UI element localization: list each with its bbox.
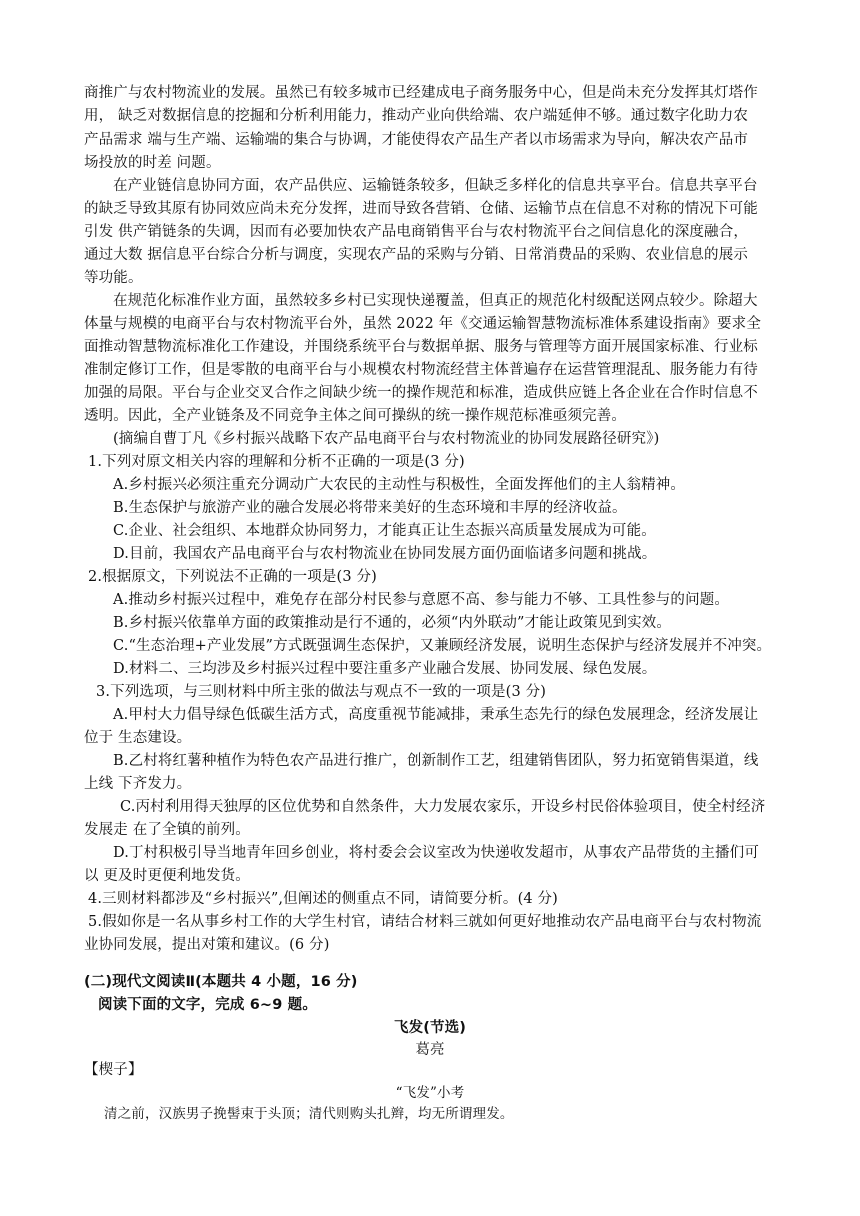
question-1-stem: 1.下列对原文相关内容的理解和分析不正确的一项是(3 分)	[88, 454, 465, 470]
question-3-option-a-line-2: 位于 生态建设。	[84, 730, 192, 746]
question-3-option-a-line-1: A.甲村大力倡导绿色低碳生活方式，高度重视节能减排，秉承生态先行的绿色发展理念，经济发展让	[113, 707, 759, 723]
source-citation: (摘编自曹丁凡《乡村振兴战略下农产品电商平台与农村物流业的协同发展路径研究》)	[113, 431, 660, 447]
para3-line-4: 准制定修订工作，但是零散的电商平台与小规模农村物流经营主体普遍存在运营管理混乱、服务能力有待	[84, 362, 758, 378]
para3-line-1: 在规范化标准作业方面，虽然较多乡村已实现快递覆盖，但真正的规范化村级配送网点较少。除超大	[113, 293, 758, 309]
para2-line-4: 通过大数 据信息平台综合分析与调度，实现农产品的采购与分销、日常消费品的采购、农业信息的展示	[84, 247, 749, 263]
para2-line-5: 等功能。	[84, 270, 143, 286]
question-2-option-d: D.材料二、三均涉及乡村振兴过程中要注重多产业融合发展、协同发展、绿色发展。	[113, 661, 657, 677]
section-heading: (二)现代文阅读Ⅱ(本题共 4 小题，16 分)	[84, 974, 358, 990]
question-2-option-c: C.“生态治理+产业发展”方式既强调生态保护，又兼顾经济发展，说明生态保护与经济发展并不冲突。	[113, 638, 772, 654]
passage-title: 飞发(节选)	[393, 1020, 467, 1036]
section-instruction: 阅读下面的文字，完成 6~9 题。	[98, 997, 317, 1013]
prologue-label: 【楔子】	[84, 1062, 143, 1078]
question-1-option-a: A.乡村振兴必须注重充分调动广大农民的主动性与积极性，全面发挥他们的主人翁精神。	[113, 477, 686, 493]
question-5-stem-line-1: 5.假如你是一名从事乡村工作的大学生村官，请结合材料三就如何更好地推动农产品电商平台与农村物流	[88, 914, 762, 930]
passage-author: 葛亮	[415, 1042, 445, 1058]
para3-line-5: 加强的局限。平台与企业交叉合作之间缺少统一的操作规范和标准，造成供应链上各企业在合作时信息不	[84, 385, 758, 401]
para2-line-3: 引发 供产销链条的失调，因而有必要加快农产品电商销售平台与农村物流平台之间信息化的深度融合，	[84, 224, 749, 240]
para1-line-2: 用， 缺乏对数据信息的挖掘和分析利用能力，推动产业向供给端、农户端延伸不够。通过数字化助力农	[84, 108, 749, 124]
question-4-stem: 4.三则材料都涉及“乡村振兴”,但阐述的侧重点不同，请简要分析。(4 分)	[88, 891, 558, 907]
para1-line-4: 场投放的时差 问题。	[84, 155, 221, 171]
para3-line-2: 体量与规模的电商平台与农村物流平台外，虽然 2022 年《交通运输智慧物流标准体系建设指南》要求全	[84, 316, 761, 332]
question-3-option-c-line-2: 发展走 在了全镇的前列。	[84, 822, 250, 838]
para3-line-3: 面推动智慧物流标准化工作建设，并围绕系统平台与数据单据、服务与管理等方面开展国家标准、行业标	[84, 339, 758, 355]
question-1-option-b: B.生态保护与旅游产业的融合发展必将带来美好的生态环境和丰厚的经济收益。	[113, 500, 627, 516]
para2-line-1: 在产业链信息协同方面，农产品供应、运输链条较多，但缺乏多样化的信息共享平台。信息共享平台	[113, 178, 758, 194]
question-2-option-b: B.乡村振兴依靠单方面的政策推动是行不通的，必须“内外联动”才能让政策见到实效。	[113, 615, 672, 631]
question-3-option-d-line-1: D.丁村积极引导当地青年回乡创业，将村委会会议室改为快递收发超市，从事农产品带货的主播们可	[113, 845, 759, 861]
question-3-option-b-line-2: 上线 下齐发力。	[84, 776, 192, 792]
question-3-option-c-line-1: C.丙村利用得天独厚的区位优势和自然条件，大力发展农家乐，开设乡村民俗体验项目，使全村经济	[120, 799, 766, 815]
prologue-subtitle: “飞发”小考	[395, 1085, 465, 1101]
question-5-stem-line-2: 业协同发展，提出对策和建议。(6 分)	[84, 937, 330, 953]
para1-line-1: 商推广与农村物流业的发展。虽然已有较多城市已经建成电子商务服务中心，但是尚未充分发挥其灯塔作	[84, 85, 758, 101]
question-1-option-c: C.企业、社会组织、本地群众协同努力，才能真正让生态振兴高质量发展成为可能。	[113, 523, 656, 539]
question-3-option-d-line-2: 以 更及时更便利地发货。	[84, 868, 250, 884]
question-3-stem: 3.下列选项，与三则材料中所主张的做法与观点不一致的一项是(3 分)	[96, 684, 547, 700]
para1-line-3: 产品需求 端与生产端、运输端的集合与协调，才能使得农产品生产者以市场需求为导向，解决农产品市	[84, 132, 749, 148]
question-2-stem: 2.根据原文，下列说法不正确的一项是(3 分)	[88, 569, 377, 585]
para2-line-2: 的缺乏导致其原有协同效应尚未充分发挥，进而导致各营销、仓储、运输节点在信息不对称的情况下可能	[84, 201, 758, 217]
prologue-first-line: 清之前，汉族男子挽髻束于头顶；清代则购头扎辫，均无所谓理发。	[104, 1106, 514, 1122]
question-1-option-d: D.目前，我国农产品电商平台与农村物流业在协同发展方面仍面临诸多问题和挑战。	[113, 546, 657, 562]
para3-line-6: 透明。因此，全产业链条及不同竞争主体之间可操纵的统一操作规范标准亟须完善。	[84, 408, 627, 424]
question-3-option-b-line-1: B.乙村将红薯种植作为特色农产品进行推广，创新制作工艺，组建销售团队，努力拓宽销售渠道，线	[113, 753, 759, 769]
question-2-option-a: A.推动乡村振兴过程中，难免存在部分村民参与意愿不高、参与能力不够、工具性参与的问题。	[113, 592, 730, 608]
